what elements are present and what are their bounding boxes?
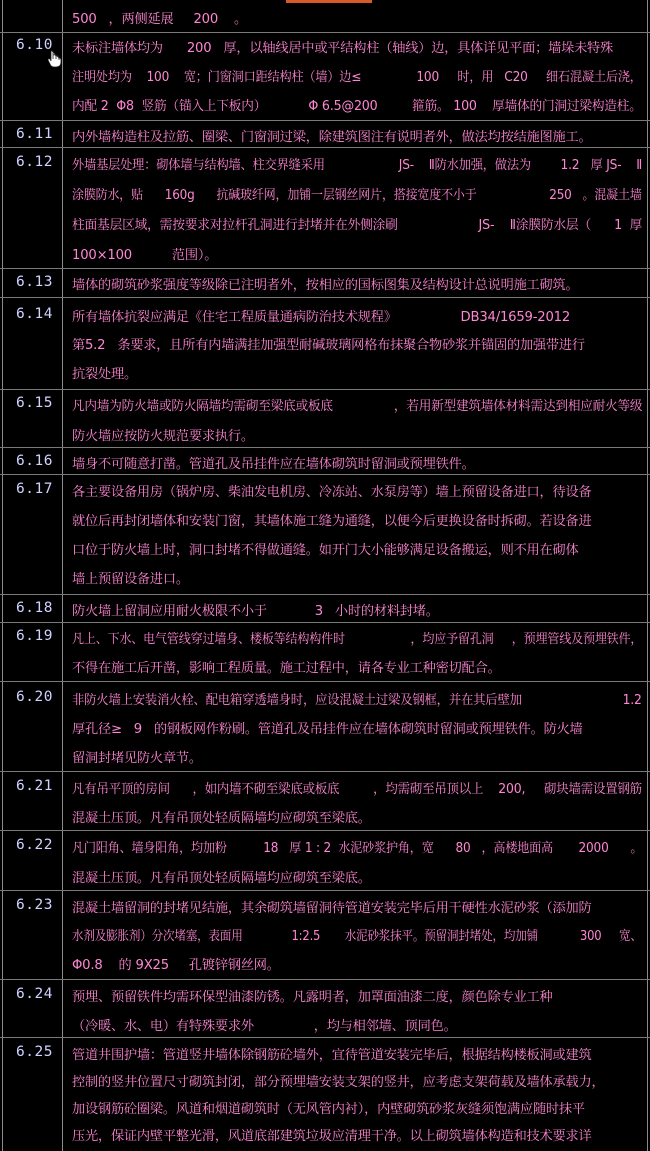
note-line: 涂膜防水，贴 160g 抗碱玻纤网，加铺一层钢丝网片，搭接宽度不小于 250 。混凝土墙 <box>72 188 642 203</box>
note-line: Φ0.8 的 9X25 孔镀锌钢丝网。 <box>72 958 280 973</box>
note-line: 防火墙应按防火规范要求执行。 <box>72 429 254 444</box>
note-line: 混凝土墙留洞的封堵见结施，其余砌筑墙留洞待管道安装完毕后用干硬性水泥砂浆（添加防 <box>72 901 592 916</box>
note-number: 6.22 <box>16 837 53 853</box>
row-separator <box>0 771 650 772</box>
note-line: 第5.2 条要求，且所有内墙满挂加强型耐碱玻璃网格布抹聚合物砂浆并锚固的加强带进行 <box>72 338 585 353</box>
row-separator <box>0 389 650 390</box>
note-line: 水剂及膨胀剂）分次堵塞，表面用 1:2.5 水泥砂浆抹平。预留洞封堵处，均加铺 300 宽、 <box>72 929 642 944</box>
row-separator <box>0 447 650 448</box>
note-line: 凡上、下水、电气管线穿过墙身、楼板等结构构件时 ，均应予留孔洞 ，预埋管线及预埋铁件， <box>72 632 643 647</box>
note-line: 各主要设备用房（锅炉房、柴油发电机房、冷冻站、水泵房等）墙上预留设备进口，待设备 <box>72 485 592 500</box>
note-line: 所有墙体抗裂应满足《住宅工程质量通病防治技术规程》 DB34/1659-2012 <box>72 310 571 325</box>
note-line: 混凝土压顶。凡有吊顶处轻质隔墙均应砌筑至梁底。 <box>72 811 371 826</box>
row-separator <box>0 594 650 595</box>
note-number: 6.11 <box>16 126 53 142</box>
note-number: 6.15 <box>16 395 53 411</box>
note-line: 就位后再封闭墙体和安装门窗，其墙体施工缝为通缝，以便今后更换设备时拆砌。若设备进 <box>72 514 592 529</box>
note-line: 非防火墙上安装消火栓、配电箱穿透墙身时，应设混凝土过梁及钢框，并在其后壁加 1.2 <box>72 693 642 708</box>
note-line: 加设钢筋砼圈梁。风道和烟道砌筑时（无风管内衬），内壁砌筑砂浆灰缝须饱满应随时抹平 <box>72 1102 585 1117</box>
row-separator <box>0 890 650 891</box>
note-number: 6.18 <box>16 600 53 616</box>
note-number: 6.13 <box>16 274 53 290</box>
note-number: 6.24 <box>16 986 53 1002</box>
note-line: （冷暖、水、电）有特殊要求外 ，均与相邻墙、顶同色。 <box>72 1019 457 1034</box>
note-line: 控制的竖井位置尺寸砌筑封闭，部分预埋墙安装支架的竖井，应考虑支架荷载及墙体承载力， <box>72 1075 605 1090</box>
note-line: 外墙基层处理：砌体墙与结构墙、柱交界缝采用 JS- Ⅱ防水加强，做法为 1.2 厚 JS- Ⅱ <box>72 158 643 173</box>
note-number: 6.23 <box>16 897 53 913</box>
row-separator <box>0 120 650 121</box>
row-separator <box>0 268 650 269</box>
note-line: 墙体的砌筑砂浆强度等级除已注明者外，按相应的国标图集及结构设计总说明施工砌筑。 <box>72 278 579 293</box>
note-line: 抗裂处理。 <box>72 367 137 382</box>
note-number: 6.17 <box>16 481 53 497</box>
note-line: 凡内墙为防火墙或防火隔墙均需砌至梁底或板底 ，若用新型建筑墙体材料需达到相应耐火等级 <box>72 399 643 414</box>
selection-marker <box>286 0 372 3</box>
note-number: 6.25 <box>16 1044 53 1060</box>
row-separator <box>0 681 650 682</box>
note-number: 6.10 <box>16 37 53 53</box>
row-separator <box>0 830 650 831</box>
note-line: 压光，保证内壁平整光滑，风道底部建筑垃圾应清理干净。以上砌筑墙体构造和技术要求详 <box>72 1129 592 1144</box>
note-line: 墙身不可随意打凿。管道孔及吊挂件应在墙体砌筑时留洞或预埋铁件。 <box>72 457 475 472</box>
note-line: 注明处均为 100 宽；门窗洞口距结构柱（墙）边≤ 100 时，用 C20 细石混凝土后浇， <box>72 70 642 85</box>
note-line: 厚孔径≥ 9 的钢板网作粉刷。管道孔及吊挂件应在墙体砌筑时留洞或预埋铁件。防火墙 <box>72 722 583 737</box>
row-separator <box>0 979 650 980</box>
note-line: 内外墙构造柱及拉筋、圈梁、门窗洞过梁，除建筑图注有说明者外，做法均按结施图施工。 <box>72 130 592 145</box>
continuation-text: 500 ，两侧延展 200 。 <box>72 12 247 27</box>
note-number: 6.20 <box>16 689 53 705</box>
note-line: 管道井围护墙：管道竖井墙体除钢筋砼墙外，宜待管道安装完毕后，根据结构楼板洞或建筑 <box>72 1048 592 1063</box>
note-line: 预埋、预留铁件均需环保型油漆防锈。凡露明者，加罩面油漆二度，颜色除专业工种 <box>72 990 553 1005</box>
hand-cursor-icon <box>48 50 62 68</box>
note-number: 6.16 <box>16 453 53 469</box>
note-line: 柱面基层区域，需按要求对拉杆孔洞进行封堵并在外侧涂刷 JS- Ⅱ涂膜防水层（ 1 厚 <box>72 218 643 233</box>
note-line: 内配 2 Φ8 竖筋（锚入上下板内） Φ 6.5@200 箍筋。 100 厚墙体的门洞过梁构造柱。 <box>72 99 642 114</box>
note-line: 凡有吊平顶的房间 ，如内墙不砌至梁底或板底 ，均需砌至吊顶以上 200, 砌块墙需设置钢筋 <box>72 782 642 797</box>
note-line: 100×100 范围）。 <box>72 248 218 263</box>
note-line: 口位于防火墙上时，洞口封堵不得做通缝。如开门大小能够满足设备搬运，则不用在砌体 <box>72 543 579 558</box>
note-number: 6.21 <box>16 778 53 794</box>
note-line: 不得在施工后开凿，影响工程质量。施工过程中，请各专业工种密切配合。 <box>72 661 501 676</box>
note-line: 墙上预留设备进口。 <box>72 572 189 587</box>
note-number: 6.14 <box>16 306 53 322</box>
row-separator <box>0 474 650 475</box>
note-line: 留洞封堵见防火章节。 <box>72 751 202 766</box>
note-line: 防火墙上留洞应用耐火极限不小于 3 小时的材料封堵。 <box>72 604 439 619</box>
row-separator <box>0 622 650 623</box>
note-line: 混凝土压顶。凡有吊顶处轻质隔墙均应砌筑至梁底。 <box>72 871 371 886</box>
row-separator <box>0 1037 650 1038</box>
row-separator <box>0 147 650 148</box>
note-number: 6.19 <box>16 628 53 644</box>
note-number: 6.12 <box>16 154 53 170</box>
note-line: 凡门阳角、墙身阳角，均加粉 18 厚 1 : 2 水泥砂浆护角，宽 80 ，高楼地面高 2000 。 <box>72 841 643 856</box>
note-line: 未标注墙体均为 200 厚，以轴线居中或平结构柱（轴线）边，具体详见平面；墙垛未特殊 <box>72 41 614 56</box>
row-separator <box>0 297 650 298</box>
row-separator <box>0 32 650 33</box>
